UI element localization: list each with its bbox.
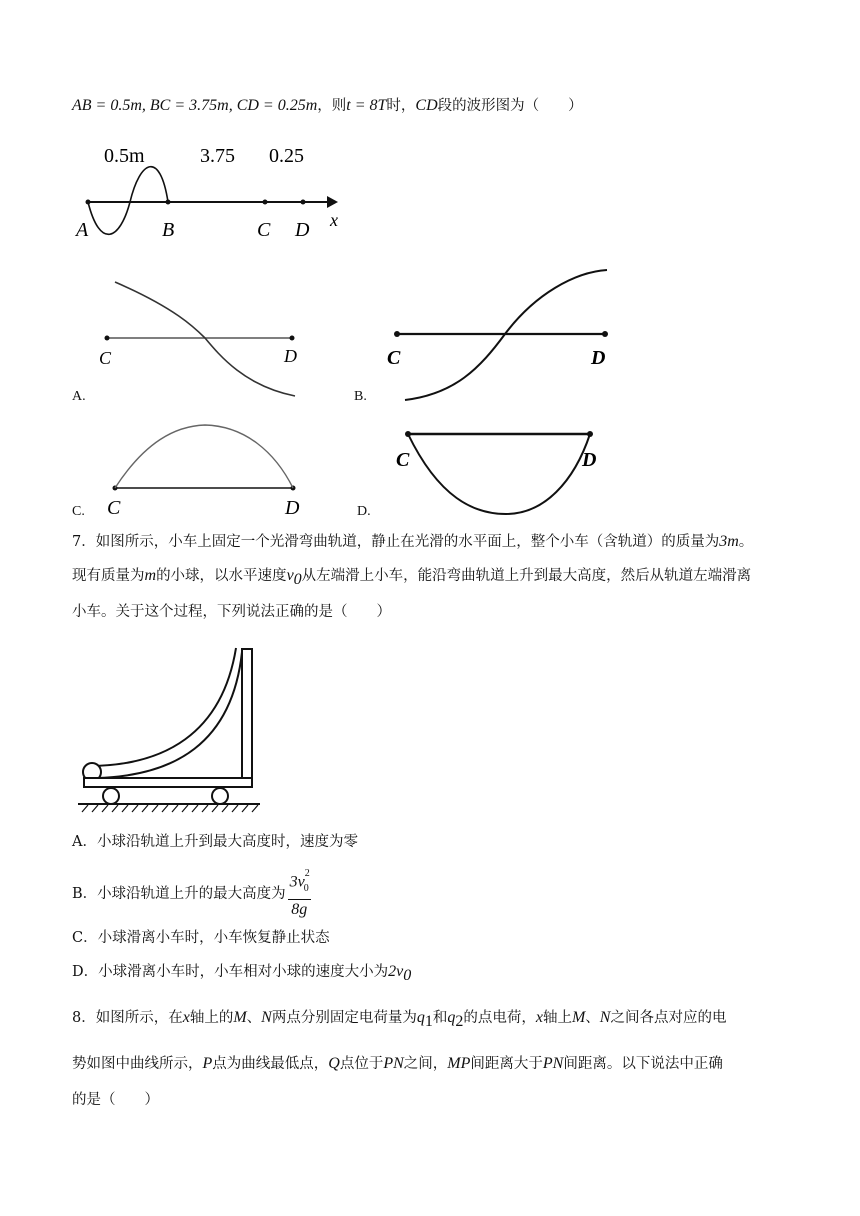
option-a-letter: A. xyxy=(72,389,86,404)
option-d-figure xyxy=(394,428,604,524)
q7-option-d: D．小球滑离小车时，小车相对小球的速度大小为$2v_0$ xyxy=(72,963,412,984)
option-d-letter: D. xyxy=(357,504,371,519)
svg-text:D: D xyxy=(582,449,597,471)
wave-sine xyxy=(88,167,168,235)
option-c-letter: C. xyxy=(72,504,85,519)
svg-text:C: C xyxy=(99,348,112,368)
wave-label-cd: 0.25 xyxy=(269,145,304,167)
svg-text:D: D xyxy=(591,347,606,369)
wheel-icon xyxy=(212,788,228,804)
wheel-icon xyxy=(103,788,119,804)
wave-axis-x-label: x xyxy=(330,210,338,230)
q7-line-1: 7．如图所示，小车上固定一个光滑弯曲轨道，静止在光滑的水平面上，整个小车（含轨道）的质量为3m。 xyxy=(72,533,754,550)
q7-line-2: 现有质量为m的小球，以水平速度$v_0$从左端滑上小车，能沿弯曲轨道上升到最大高度，然后从轨道左端滑离 xyxy=(72,567,752,588)
svg-text:C: C xyxy=(396,449,410,471)
q7-option-b: B．小球沿轨道上升的最大高度为 $\frac{3v^2_0}{8g}$ xyxy=(72,868,310,918)
svg-text:C: C xyxy=(107,497,121,519)
wave-label-bc: 3.75 xyxy=(200,145,235,167)
wave-point-c: C xyxy=(257,219,271,241)
svg-text:D: D xyxy=(285,497,300,519)
svg-text:D: D xyxy=(284,346,297,366)
option-a-figure xyxy=(95,278,305,398)
q8-line-2: 势如图中曲线所示，P点为曲线最低点，Q点位于PN之间，MP间距离大于PN间距离。以下说法中正确 xyxy=(72,1055,723,1072)
q7-line-3: 小车。关于这个过程，下列说法正确的是（ ） xyxy=(72,604,391,620)
wave-figure xyxy=(72,140,342,240)
cart-track-figure xyxy=(74,644,274,814)
option-b-figure xyxy=(385,268,615,404)
q6-time-expr: t = 8T xyxy=(346,97,387,114)
wave-point-b: B xyxy=(162,219,175,241)
q6-segment-lengths: AB = 0.5m, BC = 3.75m, CD = 0.25m xyxy=(72,97,318,114)
wave-point-a: A xyxy=(76,219,89,241)
q8-line-3: 的是（ ） xyxy=(72,1092,159,1108)
svg-text:C: C xyxy=(387,347,401,369)
option-b-letter: B. xyxy=(354,389,367,404)
max-height-fraction: $\frac{3v^2_0}{8g}$ xyxy=(289,868,310,918)
wave-label-ab: 0.5m xyxy=(104,145,145,167)
q7-option-a: A．小球沿轨道上升到最大高度时，速度为零 xyxy=(72,834,358,850)
wave-point-d: D xyxy=(295,219,310,241)
q7-option-c: C．小球滑离小车时，小车恢复静止状态 xyxy=(72,930,330,946)
wave-axis-arrow xyxy=(327,196,338,208)
q8-line-1: 8．如图所示，在x轴上的M、N两点分别固定电荷量为$q_1$和$q_2$的点电荷，x轴上M、N之间各点对应的电 xyxy=(72,1009,727,1030)
q6-prompt-line: AB = 0.5m, BC = 3.75m, CD = 0.25m，则t = 8T时，CD段的波形图为（ ） xyxy=(72,97,583,114)
option-c-figure xyxy=(105,422,315,518)
